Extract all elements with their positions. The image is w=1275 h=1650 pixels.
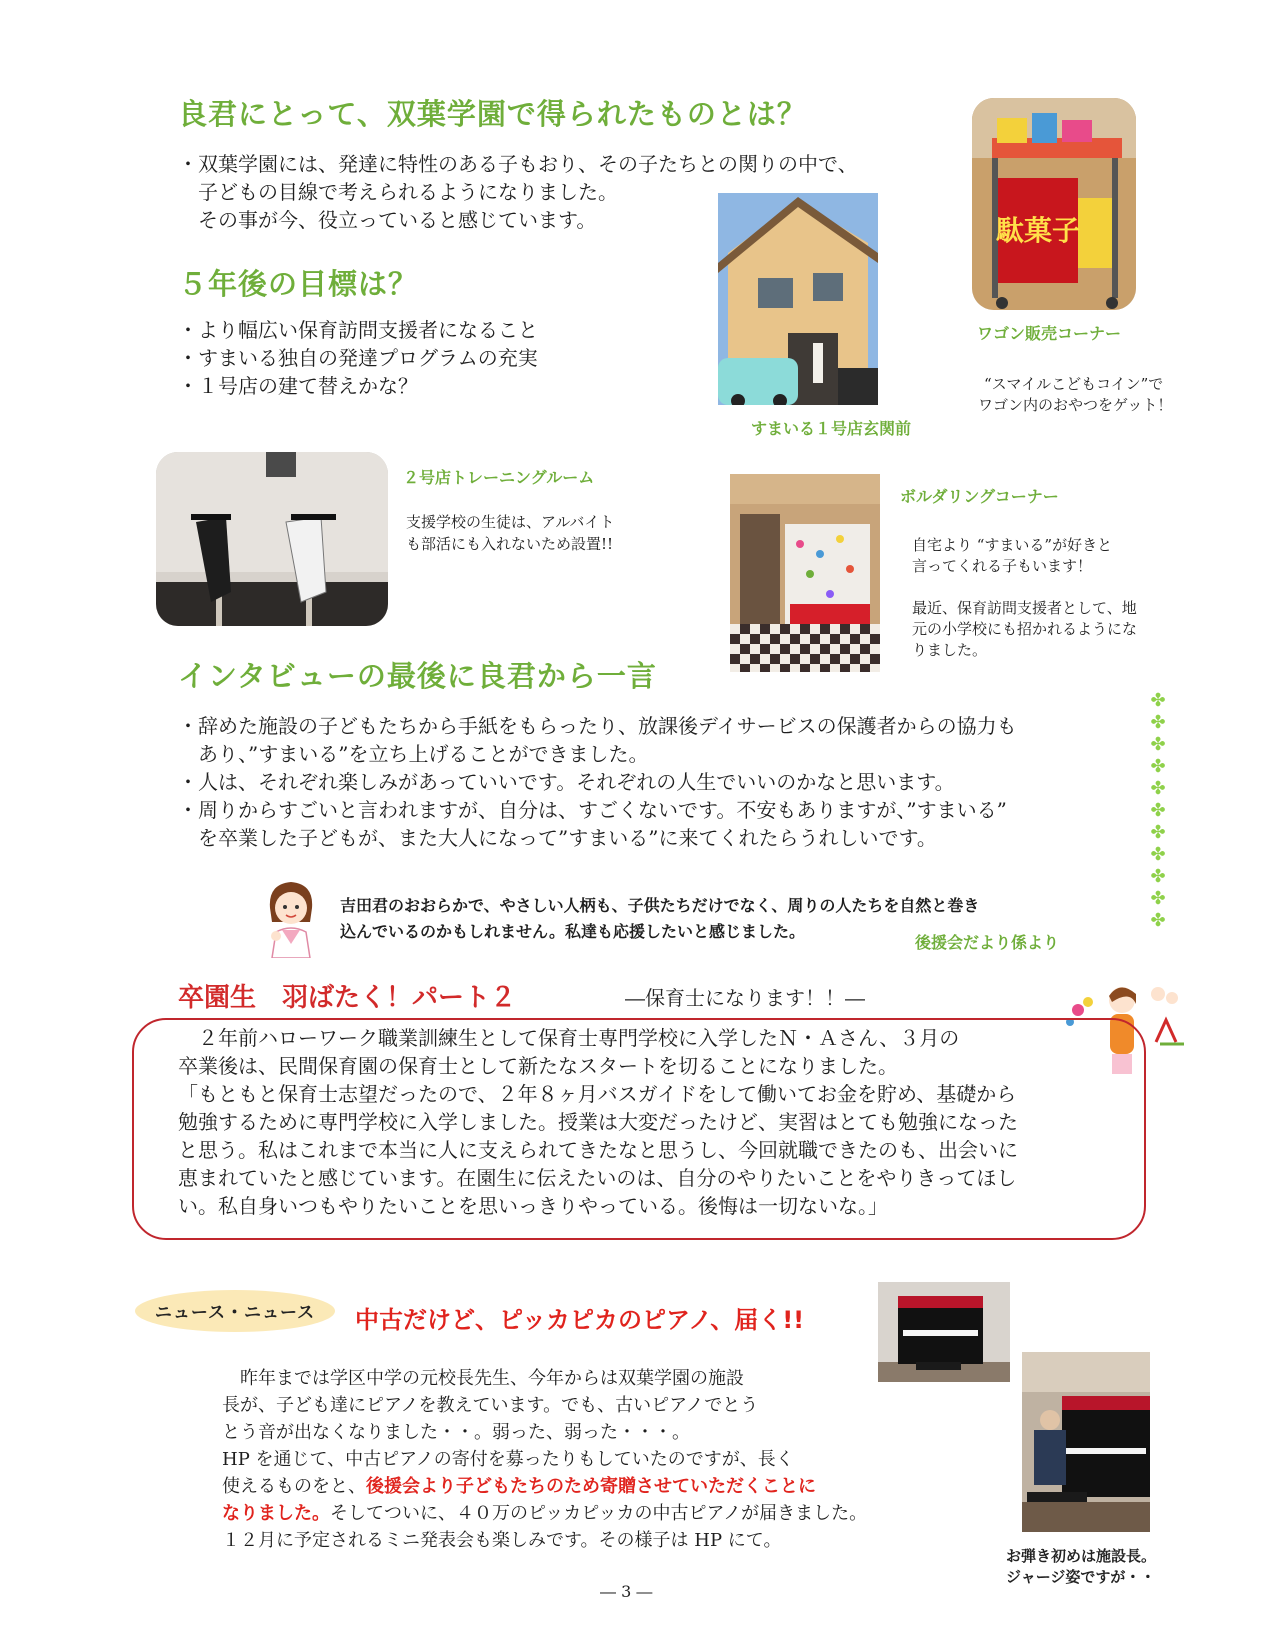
text-line: とう音が出なくなりました・・。弱った、弱った・・・。: [222, 1422, 690, 1443]
piano-news-text: [222, 1365, 982, 1554]
section-heading-gains: 良君にとって、双葉学園で得られたものとは？: [178, 97, 807, 131]
text-line: ジャージ姿ですが・・: [1006, 1568, 1156, 1586]
text-segment: そしてついに、４０万のピッカピッカの中古ピアノが届きました。: [330, 1503, 868, 1524]
text-line: ・人は、それぞれ楽しみがあっていいです。それぞれの人生でいいのかなと思います。: [178, 770, 955, 794]
training-room-caption: ２号店トレーニングルーム: [403, 468, 595, 487]
text-line: お弾き初めは施設長。: [1006, 1547, 1157, 1565]
text-line: も部活にも入れないため設置!!: [406, 535, 614, 553]
clover-divider: ✤ ✤ ✤ ✤ ✤ ✤ ✤ ✤ ✤ ✤ ✤: [1150, 690, 1166, 931]
graduate-title: 卒園生 羽ばたく！パート２: [178, 983, 517, 1013]
training-room-description: [406, 511, 614, 555]
training-room-photo: [156, 452, 388, 626]
wagon-caption: ワゴン販売コーナー: [977, 324, 1122, 343]
text-line: と思う。私はこれまで本当に人に支えられてきたなと思うし、今回就職できたのも、出会いに: [178, 1138, 1018, 1162]
highlight-text: 後援会より子どもたちのため寄贈させていただくことに: [366, 1476, 816, 1497]
wagon-description: [978, 374, 1172, 416]
piano-caption: [1006, 1546, 1156, 1588]
text-line: 恵まれていたと感じています。在園生に伝えたいのは、自分のやりたいことをやりきってほし: [178, 1166, 1017, 1190]
page-number: ― 3 ―: [600, 1582, 653, 1601]
bouldering-caption: ボルダリングコーナー: [900, 487, 1059, 506]
text-line: 支援学校の生徒は、アルバイト: [406, 513, 615, 531]
text-line: その事が今、役立っていると感じています。: [198, 208, 597, 232]
text-line: 勉強するために専門学校に入学しました。授業は大変だったけど、実習はとても勉強になった: [178, 1110, 1018, 1134]
text-line: を卒業した子どもが、また大人になって”すまいる”に来てくれたらうれしいです。: [198, 826, 937, 850]
bouldering-description: [912, 535, 1192, 661]
text-line: “スマイルこどもコイン”で: [984, 375, 1164, 393]
highlight-text: なりました。: [222, 1503, 330, 1524]
list-item: ・より幅広い保育訪問支援者になること: [178, 318, 538, 342]
text-line: ・周りからすごいと言われますが、自分は、すごくないです。不安もありますが、”すまいる”: [178, 798, 1007, 822]
text-line: 卒業後は、民間保育園の保育士として新たなスタートを切ることになりました。: [178, 1054, 898, 1078]
text-line: ワゴン内のおやつをゲット！: [978, 396, 1173, 414]
text-line: 昨年までは学区中学の元校長先生、今年からは双葉学園の施設: [222, 1368, 744, 1389]
text-line: 長が、子ども達にピアノを教えています。でも、古いピアノでとう: [222, 1395, 759, 1416]
text-line: 子どもの目線で考えられるようになりました。: [198, 180, 618, 204]
piano-news-title: 中古だけど、ピッカピカのピアノ、届く!!: [355, 1306, 805, 1334]
text-line: HP を通じて、中古ピアノの寄付を募ったりもしていたのですが、長く: [222, 1449, 794, 1470]
bouldering-photo: [730, 474, 880, 672]
section-heading-goals: ５年後の目標は？: [178, 267, 419, 301]
section-heading-final-words: インタビューの最後に良君から一言: [178, 659, 657, 693]
text-line: 元の小学校にも招かれるようにな: [912, 620, 1138, 638]
wagon-sign-text: 駄菓子: [995, 214, 1081, 247]
text-line: ・双葉学園には、発達に特性のある子もおり、その子たちとの関りの中で、: [178, 152, 858, 176]
text-line: １２月に予定されるミニ発表会も楽しみです。その様子は HP にて。: [222, 1530, 782, 1551]
news-badge: ニュース・ニュース: [154, 1303, 316, 1323]
store-caption: すまいる１号店玄関前: [751, 419, 912, 438]
text-line: ・辞めた施設の子どもたちから手紙をもらったり、放課後デイサービスの保護者からの協力も: [178, 714, 1017, 738]
text-line: 言ってくれる子もいます！: [912, 557, 1093, 575]
text-segment: 使えるものをと、: [222, 1476, 366, 1497]
list-item: ・１号店の建て替えかな？: [178, 374, 418, 398]
text-line: 自宅より “すまいる”が好きと: [912, 536, 1113, 554]
text-line: [222, 1500, 982, 1527]
text-line: [222, 1473, 982, 1500]
goals-list: [178, 316, 538, 400]
text-line: い。私自身いつもやりたいことを思いっきりやっている。後悔は一切ないな。」: [178, 1194, 888, 1218]
final-words-text: [178, 712, 1128, 852]
comment-signature: 後援会だより係より: [915, 933, 1060, 952]
wagon-photo: [972, 98, 1136, 310]
text-line: 込んでいるのかもしれません。私達も応援したいと感じました。: [340, 922, 805, 941]
graduate-subtitle: ―保育士になります！！―: [625, 986, 865, 1010]
text-line: ２年前ハローワーク職業訓練生として保育士専門学校に入学したＮ・Ａさん、３月の: [178, 1026, 960, 1050]
store-entrance-photo: [718, 193, 878, 405]
text-line: 最近、保育訪問支援者として、地: [912, 599, 1137, 617]
text-line: あり、”すまいる”を立ち上げることができました。: [198, 742, 649, 766]
list-item: ・すまいる独自の発達プログラムの充実: [178, 346, 538, 370]
text-line: 「もともと保育士志望だったので、２年８ヶ月バスガイドをして働いてお金を貯め、基礎から: [178, 1082, 1017, 1106]
piano-teacher-photo: [1022, 1352, 1150, 1532]
text-line: 吉田君のおおらかで、やさしい人柄も、子供たちだけでなく、周りの人たちを自然と巻き: [340, 896, 980, 915]
graduate-story-text: [178, 1024, 1108, 1220]
text-line: りました。: [912, 641, 988, 659]
staff-illustration: [262, 878, 320, 958]
